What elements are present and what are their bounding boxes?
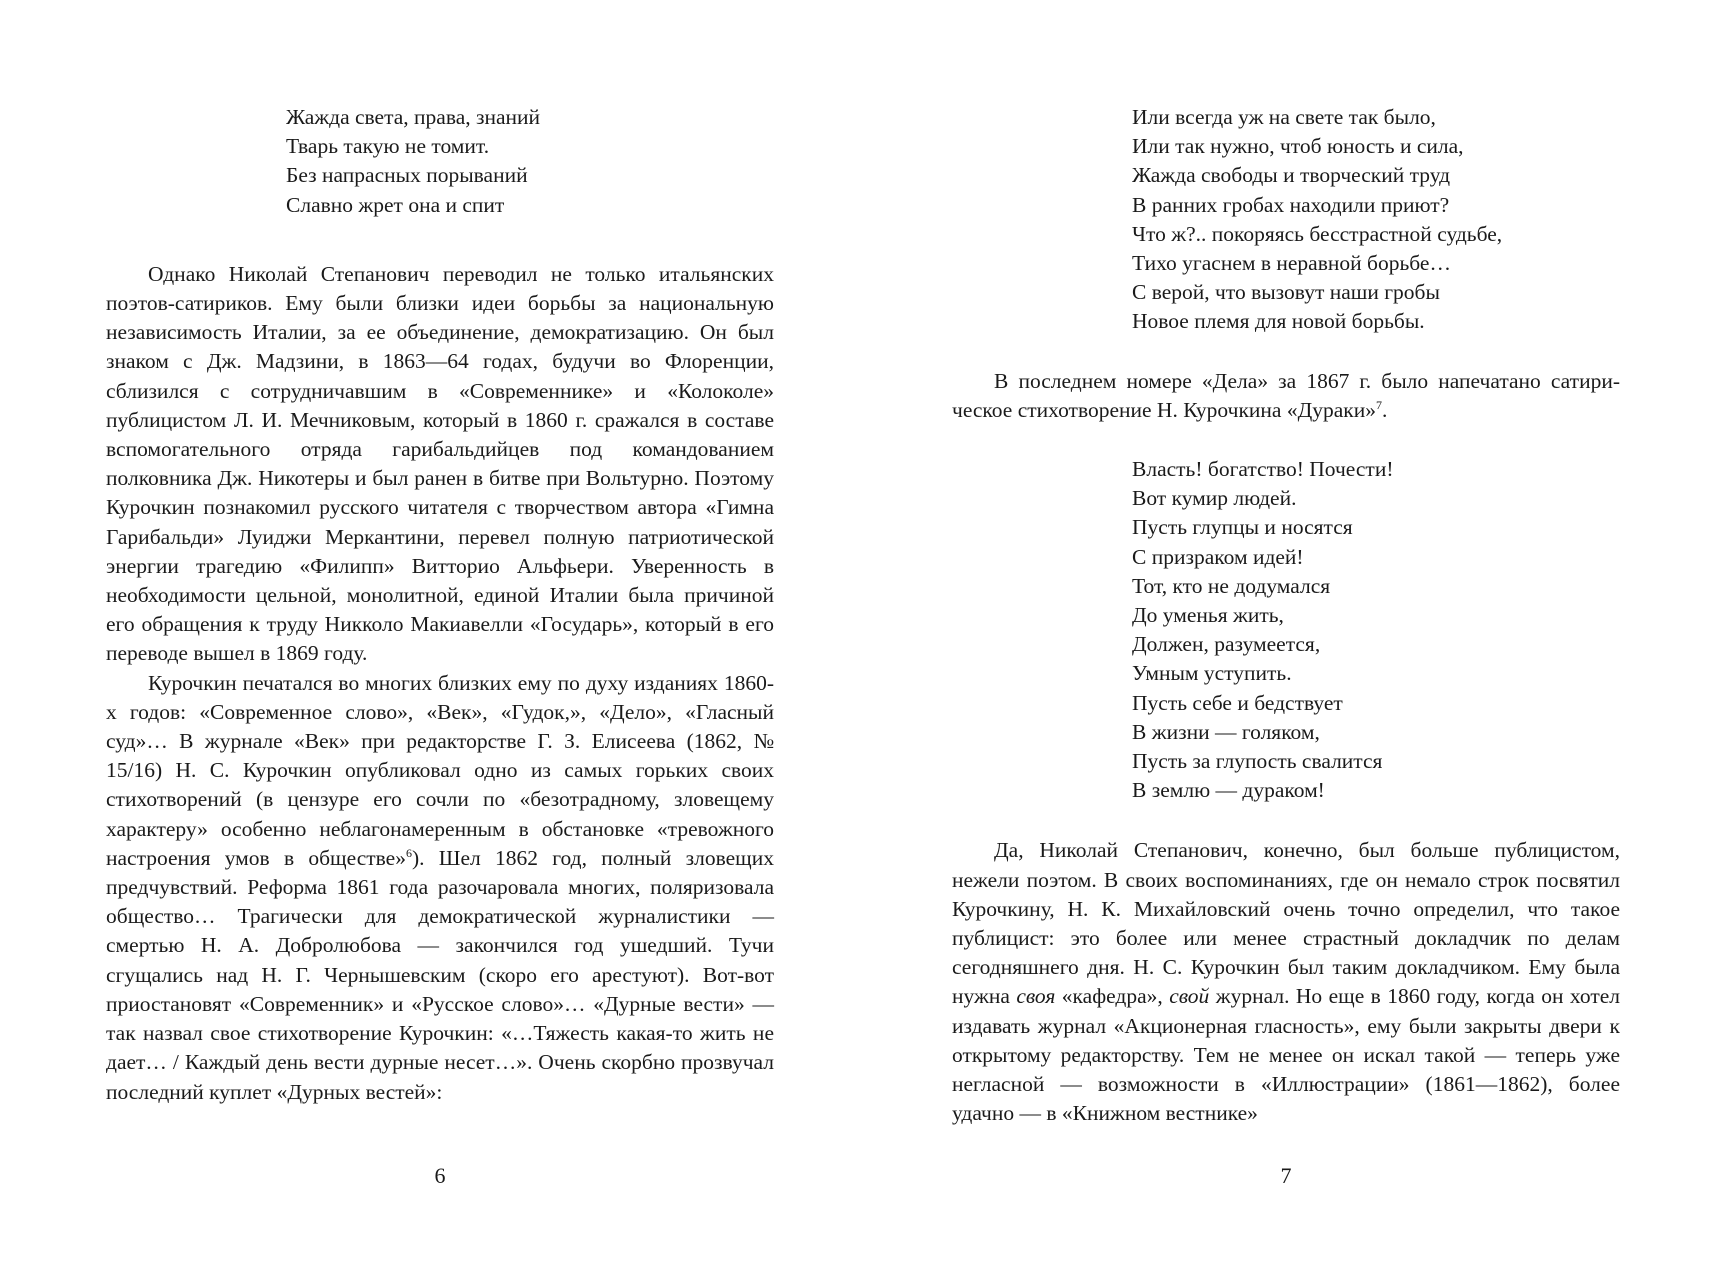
verse-line: Славно жрет она и спит (286, 192, 505, 217)
right-column (952, 103, 1620, 1129)
paragraph-text: «кафедра», (1055, 984, 1170, 1009)
paragraph-text: . (1381, 397, 1388, 422)
verse-line: Тихо угаснем в неравной борьбе… (1132, 251, 1451, 276)
verse-line: Жажда свободы и творческий труд (1132, 163, 1451, 188)
verse-line: В землю — дураком! (1132, 778, 1325, 803)
italic-word: свой (1169, 984, 1210, 1009)
verse-stanza (286, 103, 774, 220)
page-number: 7 (1280, 1163, 1292, 1188)
verse-stanza (1132, 103, 1620, 337)
page-number: 6 (434, 1163, 446, 1188)
verse-line: Или так нужно, чтоб юность и сила, (1132, 134, 1464, 159)
paragraph-text: В последнем номере «Дела» за 1867 г. было напечатано сатирическое стихотворение Н. Курочкина «Дураки» (952, 368, 1620, 422)
verse-line: Власть! богатство! Почести! (1132, 457, 1394, 482)
verse-line: Жажда света, права, знаний (286, 105, 541, 129)
verse-line: Новое племя для новой борьбы. (1132, 309, 1425, 334)
footnote-mark: 7 (1375, 397, 1382, 412)
verse-line: До уменья жить, (1132, 603, 1284, 628)
verse-line: Без напрасных порываний (286, 163, 528, 188)
body-paragraph (952, 367, 1620, 425)
paragraph-text: ). Шел 1862 год, полный зловещих предчувствий. Реформа 1861 года разочаровала многих, поляризовала общество… Трагически для демократической журналистики — смертью Н. А. Добролюбова — закончился год ушедший. Тучи сгущались над Н. Г. Чернышевским (скоро его арестуют). Вот-вот приостановят «Современник» и «Русское слово»… «Дурные вести» — так назвал свое стихотворение Курочкин: «…Тяжесть какая-то жить не дает… / Каждый день вести дурные несет…». Очень скорбно прозвучал последний куплет «Дурных вестей»: (106, 845, 774, 1104)
paragraph-text: журнал. Но еще в 1860 году, когда он хотел издавать журнал «Акционерная гласность», ему были закрыты двери к открытому редакторству. Тем не менее он искал такой — теперь уже негласной — возможности в «Иллюстрации» (1861—1862), более удачно — в «Книжном вестнике» (952, 984, 1620, 1126)
italic-word: своя (1016, 984, 1056, 1009)
verse-line: Или всегда уж на свете так было, (1132, 105, 1436, 129)
paragraph-text: Да, Николай Степанович, конечно, был больше публицистом, нежели поэтом. В своих воспоминаниях, где он немало строк посвятил Курочкину, Н. К. Михайловский очень точно определил, что такое публицист: это более или менее страстный докладчик по делам сегодняшнего дня. Н. С. Курочкин был таким докладчиком. Ему была нужна (952, 838, 1620, 1009)
paragraph-text: Курочкин печатался во многих близких ему по духу изданиях 1860-х годов: «Современное слово», «Век», «Гудок,», «Дело», «Гласный суд»… В журнале «Век» при редакторстве Г. З. Елисеева (1862, № 15/16) Н. С. Курочкин опубликовал одно из самых горьких своих стихотворений (в цензуре его сочли по «безотрадному, зловещему характеру» особенно неблагонамеренным в обстановке «тревожного настроения умов в обществе» (106, 670, 774, 870)
footnote-mark: 6 (405, 845, 412, 860)
left-page (106, 0, 774, 1270)
body-paragraph: Однако Николай Степанович переводил не только итальянских поэтов-сатириков. Ему были близки идеи борьбы за национальную независимость Италии, за ее объединение, демократизацию. Он был знаком с Дж. Мадзини, в 1863—64 годах, будучи во Флоренции, сблизился с сотрудничавшим в «Современнике» и «Колоколе» публицистом Л. И. Мечниковым, который в 1860 г. сражался в составе вспомогательного отряда гарибальдийцев под командованием полковника Дж. Никотеры и был ранен в битве при Вольтурно. Поэтому Курочкин познакомил русского читателя с творчеством автора «Гимна Гарибальди» Луиджи Меркантини, перевел полную патриотической энергии трагедию «Филипп» Витторио Альфьери. Уверенность в необходимости цельной, монолитной, единой Италии была причиной его обращения к труду Никколо Макиавелли «Государь», который в его переводе вышел в 1869 году. (106, 261, 774, 666)
verse-line: Пусть себе и бедствует (1132, 690, 1343, 715)
verse-line: С призраком идей! (1132, 544, 1304, 569)
body-paragraph (106, 669, 774, 1107)
body-paragraph (952, 836, 1620, 1128)
verse-line: Пусть за глупость свалится (1132, 749, 1383, 774)
right-page (952, 0, 1620, 1270)
verse-line: Пусть глупцы и носятся (1132, 515, 1353, 540)
left-column (106, 103, 774, 1107)
verse-line: Вот кумир людей. (1132, 486, 1297, 511)
verse-line: С верой, что вызовут наши гробы (1132, 280, 1440, 305)
verse-line: Что ж?.. покоряясь бесстрастной судьбе, (1132, 221, 1503, 246)
verse-line: В жизни — голяком, (1132, 719, 1320, 744)
verse-line: Тот, кто не додумался (1132, 573, 1331, 598)
verse-line: Умным уступить. (1132, 661, 1292, 686)
verse-line: Тварь такую не томит. (286, 134, 490, 159)
verse-stanza (1132, 455, 1620, 805)
verse-line: Должен, разумеется, (1132, 632, 1321, 657)
verse-line: В ранних гробах находили приют? (1132, 192, 1450, 217)
